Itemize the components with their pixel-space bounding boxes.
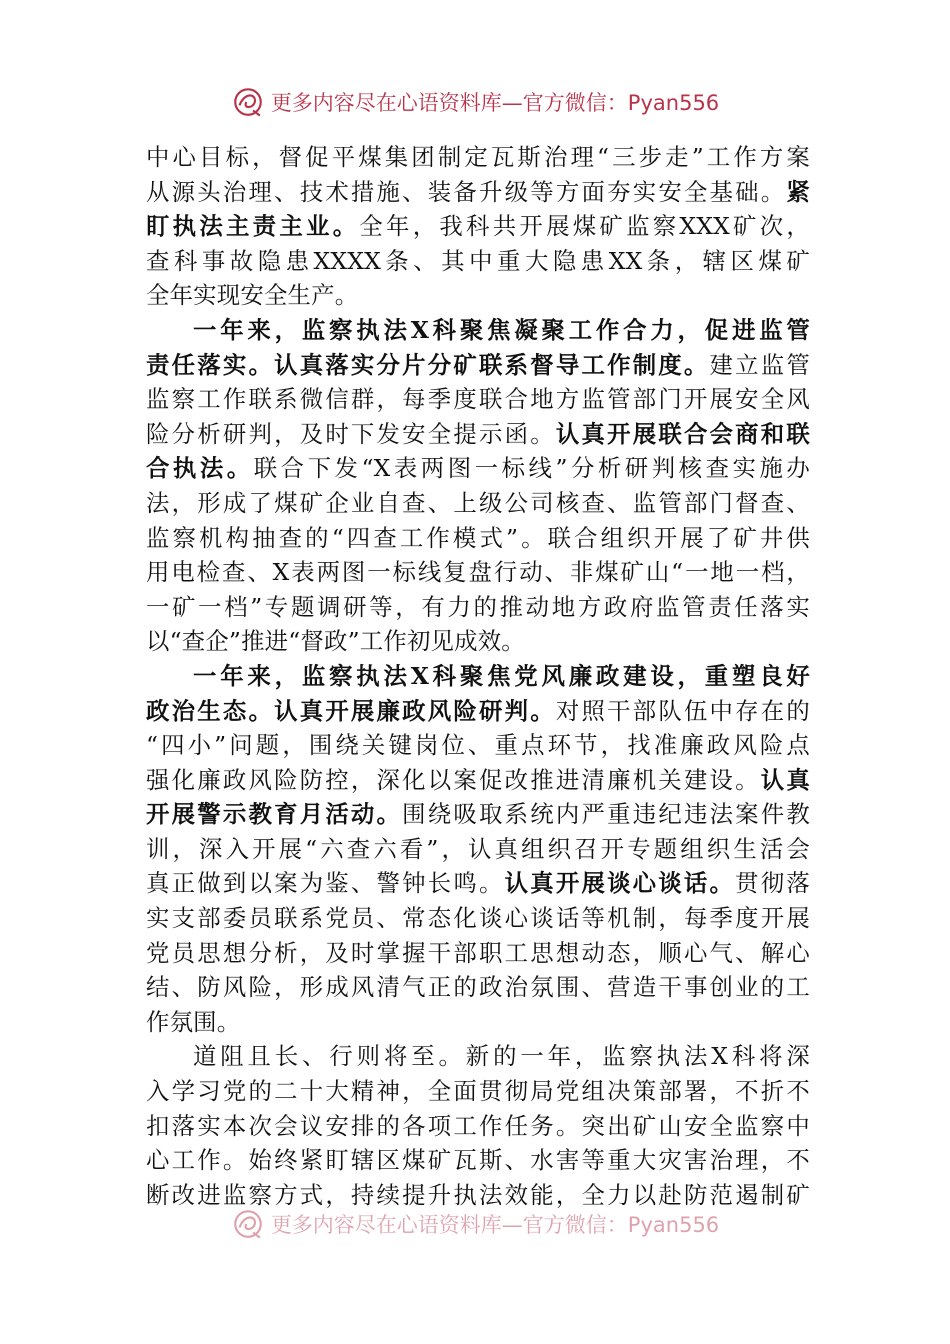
text-line <box>146 175 810 210</box>
text-line <box>146 1074 810 1109</box>
text-line <box>146 659 810 694</box>
text-line <box>146 901 810 936</box>
text-line <box>146 486 810 521</box>
text-run: 用电检查、X表两图一标线复盘行动、非煤矿山“一地一档， <box>146 558 810 587</box>
text-line <box>146 313 810 348</box>
text-run: 断改进监察方式，持续提升执法效能，全力以赴防范遏制矿 <box>146 1180 810 1209</box>
header-watermark <box>0 84 950 120</box>
text-run: 心工作。始终紧盯辖区煤矿瓦斯、水害等重大灾害治理，不 <box>146 1146 810 1175</box>
bold-text: 合执法。 <box>146 454 254 483</box>
swirl-logo-icon <box>231 1207 265 1241</box>
watermark-text: 更多内容尽在心语资料库—官方微信：Pyan556 <box>270 1213 720 1237</box>
text-line <box>146 1005 810 1040</box>
text-line <box>146 936 810 971</box>
text-line <box>146 555 810 590</box>
text-run: 监察工作联系微信群，每季度联合地方监管部门开展安全风 <box>146 385 810 414</box>
bold-text: 盯执法主责主业。 <box>146 212 360 241</box>
text-line <box>146 382 810 417</box>
text-run: 险分析研判，及时下发安全提示函。 <box>146 419 556 448</box>
text-run: 查科事故隐患XXXX条、其中重大隐患XX条，辖区煤矿 <box>146 246 810 275</box>
text-run: 对照干部队伍中存在的 <box>555 696 810 725</box>
text-run: 以“查企”推进“督政”工作初见成效。 <box>146 627 525 656</box>
bold-text: 紧 <box>786 177 810 206</box>
text-run: 训，深入开展“六查六看”，认真组织召开专题组织生活会 <box>146 834 810 863</box>
text-line <box>146 417 810 452</box>
text-line <box>146 797 810 832</box>
text-line <box>146 451 810 486</box>
text-line <box>146 278 810 313</box>
text-run: 法，形成了煤矿企业自查、上级公司核查、监管部门督查、 <box>146 488 810 517</box>
text-line <box>146 209 810 244</box>
text-run: 监察机构抽查的“四查工作模式”。联合组织开展了矿井供 <box>146 523 810 552</box>
text-run: 中心目标，督促平煤集团制定瓦斯治理“三步走”工作方案 <box>146 143 810 171</box>
text-line <box>146 728 810 763</box>
text-run: 作氛围。 <box>146 1007 241 1036</box>
text-run: 围绕吸取系统内严重违纪违法案件教 <box>402 800 811 829</box>
bold-text: 责任落实。认真落实分片分矿联系督导工作制度。 <box>146 350 710 379</box>
bold-text: 一年来，监察执法X科聚焦党风廉政建设，重塑良好 <box>193 661 810 690</box>
text-line <box>146 866 810 901</box>
text-line <box>146 140 810 175</box>
bold-text: 一年来，监察执法X科聚焦凝聚工作合力，促进监管 <box>193 315 810 344</box>
text-run: 结、防风险，形成风清气正的政治氛围、营造干事创业的工 <box>146 973 810 1002</box>
watermark-text: 更多内容尽在心语资料库—官方微信：Pyan556 <box>270 91 720 115</box>
bold-text: 开展警示教育月活动。 <box>146 800 403 829</box>
text-run: 联合下发“X表两图一标线”分析研判核查实施办 <box>253 454 811 483</box>
document-body <box>146 140 810 1212</box>
text-line <box>146 1109 810 1144</box>
text-line <box>146 624 810 659</box>
text-line <box>146 763 810 798</box>
text-line <box>146 1143 810 1178</box>
text-run: 党员思想分析，及时掌握干部职工思想动态，顺心气、解心 <box>146 938 810 967</box>
text-line <box>146 832 810 867</box>
text-run: 实支部委员联系党员、常态化谈心谈话等机制，每季度开展 <box>146 904 810 933</box>
footer-watermark <box>0 1206 950 1242</box>
text-line <box>146 348 810 383</box>
bold-text: 认真开展联合会商和联 <box>555 419 810 448</box>
text-run: 扣落实本次会议安排的各项工作任务。突出矿山安全监察中 <box>146 1111 810 1140</box>
text-run: 道阻且长、行则将至。新的一年，监察执法X科将深 <box>193 1042 810 1071</box>
text-run: 入学习党的二十大精神，全面贯彻局党组决策部署，不折不 <box>146 1077 810 1106</box>
text-run: 一矿一档”专题调研等，有力的推动地方政府监管责任落实 <box>146 592 810 621</box>
bold-text: 认真 <box>760 765 810 794</box>
text-line <box>146 244 810 279</box>
text-line <box>146 970 810 1005</box>
bold-text: 认真开展谈心谈话。 <box>504 869 736 898</box>
text-run: 真正做到以案为鉴、警钟长鸣。 <box>146 869 505 898</box>
text-line <box>146 694 810 729</box>
bold-text: 政治生态。认真开展廉政风险研判。 <box>146 696 556 725</box>
text-run: 贯彻落 <box>735 869 810 898</box>
text-run: 全年实现安全生产。 <box>146 281 359 310</box>
text-line <box>146 590 810 625</box>
text-run: 建立监管 <box>709 350 810 379</box>
text-line <box>146 521 810 556</box>
text-line <box>146 1039 810 1074</box>
swirl-logo-icon <box>231 85 265 119</box>
text-run: “四小”问题，围绕关键岗位、重点环节，找准廉政风险点 <box>146 731 810 760</box>
text-run: 全年，我科共开展煤矿监察XXX矿次， <box>359 212 810 241</box>
text-run: 强化廉政风险防控，深化以案促改推进清廉机关建设。 <box>146 765 761 794</box>
text-run: 从源头治理、技术措施、装备升级等方面夯实安全基础。 <box>146 177 787 206</box>
